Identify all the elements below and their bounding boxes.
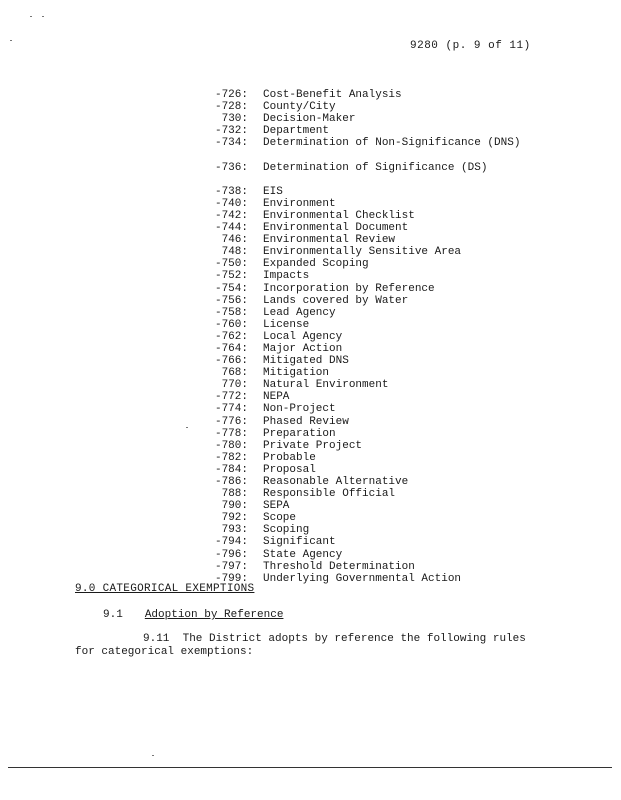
definition-term: Mitigated DNS: [263, 355, 349, 368]
definition-number: -726:: [214, 89, 248, 101]
definition-term: Underlying Governmental Action: [263, 572, 462, 585]
definition-number: -799:: [214, 572, 248, 585]
definition-term: Preparation: [263, 427, 336, 440]
paragraph-text: The District adopts by reference the following rules for categorical exemptions:: [75, 633, 526, 658]
definition-number: 746:: [221, 234, 248, 247]
definition-term: Scoping: [263, 524, 310, 537]
definition-term: Environment: [263, 197, 336, 210]
definition-term: Environmentally Sensitive Area: [263, 246, 462, 259]
definition-row: [205, 524, 523, 536]
scan-speck: [10, 40, 12, 41]
definition-term: Mitigation: [263, 367, 330, 380]
subsection-heading: [103, 609, 283, 621]
definition-number: -778:: [214, 427, 248, 440]
definition-row: [205, 222, 523, 234]
definition-row: [205, 367, 523, 379]
definition-number: -772:: [214, 391, 248, 404]
definition-row: [205, 416, 523, 428]
scan-speck: [186, 427, 188, 428]
definition-row: [205, 536, 523, 548]
definition-number: -774:: [214, 403, 248, 416]
definition-number: -728:: [214, 101, 248, 114]
definition-term: Determination of Significance (DS): [263, 161, 488, 174]
definition-row: [205, 125, 523, 137]
definition-number: -734:: [214, 137, 248, 150]
definition-term: Decision-Maker: [263, 113, 356, 126]
definition-row: [205, 561, 523, 573]
definition-number: 788:: [221, 488, 248, 501]
definition-row: [205, 343, 523, 355]
definition-row: [205, 186, 523, 198]
definition-number: -736:: [214, 161, 248, 174]
definition-row: [205, 246, 523, 258]
page-reference: 9280 (p. 9 of 11): [410, 40, 531, 52]
section-heading: 9.0 CATEGORICAL EXEMPTIONS: [75, 583, 255, 595]
definition-number: -754:: [214, 282, 248, 295]
definition-term: Major Action: [263, 342, 343, 355]
definition-term: Reasonable Alternative: [263, 476, 409, 488]
definition-term: Non-Project: [263, 403, 336, 416]
definition-number: 790:: [221, 500, 248, 513]
definition-row: [205, 198, 523, 210]
definition-term: Expanded Scoping: [263, 258, 369, 271]
definition-number: 730:: [221, 113, 248, 126]
definition-row: [205, 464, 523, 476]
definition-row: [205, 113, 523, 125]
definition-term: County/City: [263, 101, 336, 114]
paragraph-number: 9.11: [143, 633, 170, 645]
definition-row: [205, 452, 523, 464]
definition-number: -782:: [214, 451, 248, 464]
definition-number: -766:: [214, 355, 248, 368]
definition-number: -794:: [214, 536, 248, 549]
definition-row: [205, 476, 523, 488]
definition-row: [205, 319, 523, 331]
footer-rule: [8, 767, 612, 768]
definition-number: 770:: [221, 379, 248, 392]
definition-number: 748:: [221, 246, 248, 259]
definition-number: -776:: [214, 415, 248, 428]
definition-term: Phased Review: [263, 415, 349, 428]
definition-number: -762:: [214, 330, 248, 343]
scan-speck: [42, 16, 44, 17]
definition-number: -740:: [214, 197, 248, 210]
definition-number: 768:: [221, 367, 248, 380]
definition-term: Probable: [263, 451, 316, 464]
definition-row: [205, 307, 523, 319]
definition-row: [205, 137, 523, 161]
scan-speck: [30, 16, 32, 17]
definition-number: -797:: [214, 560, 248, 573]
definition-number: -786:: [214, 476, 248, 488]
definition-row: [205, 210, 523, 222]
definition-term: Natural Environment: [263, 379, 389, 392]
definition-row: [205, 428, 523, 440]
definition-term: State Agency: [263, 548, 343, 561]
definition-term: Private Project: [263, 439, 363, 452]
definition-term: Threshold Determination: [263, 560, 415, 573]
paragraph: [75, 633, 535, 658]
definition-row: [205, 162, 523, 186]
definition-number: -764:: [214, 342, 248, 355]
definition-row: [205, 331, 523, 343]
definition-term: Proposal: [263, 463, 316, 476]
definition-number: -744:: [214, 222, 248, 235]
definition-row: [205, 440, 523, 452]
definition-term: Environmental Review: [263, 234, 396, 247]
definition-row: [205, 355, 523, 367]
subsection-title: Adoption by Reference: [144, 609, 284, 621]
definition-number: -780:: [214, 439, 248, 452]
definition-term: Incorporation by Reference: [263, 282, 435, 295]
definition-number: -732:: [214, 125, 248, 138]
definition-row: [205, 500, 523, 512]
definition-term: Lands covered by Water: [263, 294, 409, 307]
definition-number: -752:: [214, 270, 248, 283]
definition-row: [205, 379, 523, 391]
definition-term: EIS: [263, 185, 283, 198]
definition-term: Local Agency: [263, 330, 343, 343]
definition-term: License: [263, 318, 310, 331]
definition-row: [205, 89, 523, 101]
definition-number: -760:: [214, 318, 248, 331]
definition-number: -784:: [214, 463, 248, 476]
definition-row: [205, 101, 523, 113]
definition-term: Significant: [263, 536, 336, 549]
definition-number: 792:: [221, 512, 248, 525]
definition-term: Cost-Benefit Analysis: [263, 89, 402, 101]
definition-row: [205, 391, 523, 403]
definition-number: 793:: [221, 524, 248, 537]
definition-number: -758:: [214, 306, 248, 319]
definition-row: [205, 512, 523, 524]
definition-term: Lead Agency: [263, 306, 336, 319]
definition-term: SEPA: [263, 500, 290, 513]
definition-term: Department: [263, 125, 330, 138]
definition-term: NEPA: [263, 391, 290, 404]
definition-term: Scope: [263, 512, 297, 525]
definition-number: -796:: [214, 548, 248, 561]
definition-term: Responsible Official: [263, 488, 396, 501]
scan-speck: [152, 755, 154, 756]
definition-row: [205, 488, 523, 500]
definition-row: [205, 234, 523, 246]
definition-term: Determination of Non-Significance (DNS): [263, 137, 521, 150]
definition-term: Impacts: [263, 270, 310, 283]
definition-row: [205, 270, 523, 282]
definition-row: [205, 549, 523, 561]
definition-row: [205, 295, 523, 307]
definition-row: [205, 283, 523, 295]
definition-number: -750:: [214, 258, 248, 271]
subsection-number: 9.1: [103, 609, 123, 621]
definition-term: Environmental Document: [263, 222, 409, 235]
definition-number: -738:: [214, 185, 248, 198]
definitions-list: [205, 89, 523, 585]
definition-row: [205, 403, 523, 415]
definition-term: Environmental Checklist: [263, 209, 415, 222]
definition-number: -742:: [214, 209, 248, 222]
definition-row: [205, 258, 523, 270]
definition-number: -756:: [214, 294, 248, 307]
